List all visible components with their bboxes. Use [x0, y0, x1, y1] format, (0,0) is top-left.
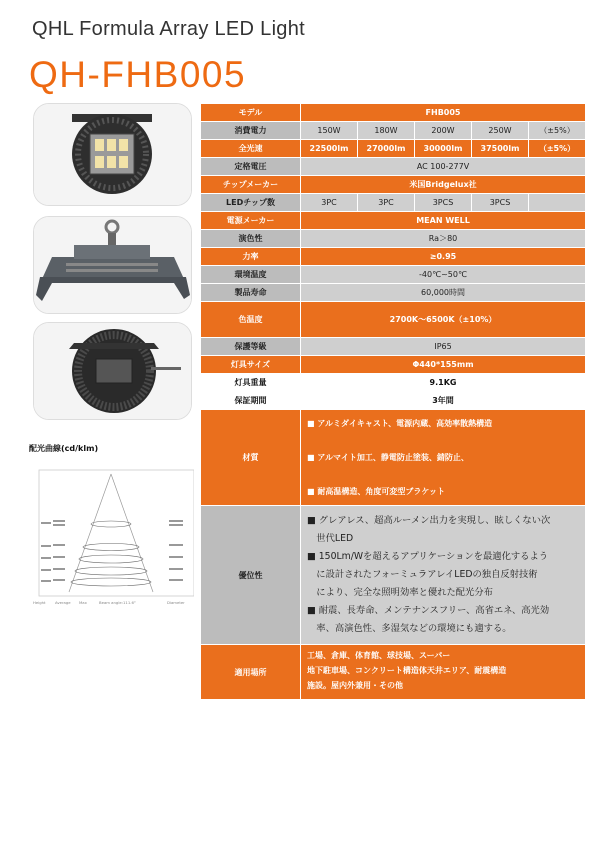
spec-value: 37500lm [472, 140, 529, 158]
advantage-line: により、完全な照明効率と優れた配光分布 [307, 587, 493, 598]
product-photo-side [33, 216, 192, 314]
application-line: 工場、倉庫、体育館、球技場、スーパー [307, 651, 451, 660]
spec-table [200, 103, 586, 700]
spec-label: 色温度 [201, 302, 301, 338]
spec-label: 電源メーカー [201, 212, 301, 230]
spec-value: 22500lm [301, 140, 358, 158]
spec-value: 180W [358, 122, 415, 140]
spec-value: 27000lm [358, 140, 415, 158]
series-title: QHL Formula Array LED Light [32, 18, 306, 40]
spec-value: 30000lm [415, 140, 472, 158]
curve-footer-height: Height [33, 600, 46, 605]
material-item: ■ アルミダイキャスト、電源内蔵、高効率散熱構造 [307, 419, 493, 428]
model-title: QH-FHB005 [29, 54, 247, 95]
spec-label: 環境温度 [201, 266, 301, 284]
spec-row-application [201, 645, 586, 700]
spec-value: ≥0.95 [301, 248, 586, 266]
spec-value: Φ440*155mm [301, 356, 586, 374]
curve-footer-beam-angle: Beam angle:111.6° [99, 600, 136, 605]
spec-label: 灯具サイズ [201, 356, 301, 374]
advantage-line: ■ グレアレス、超高ルーメン出力を実現し、眩しくない次 [307, 515, 551, 526]
spec-value: 250W [472, 122, 529, 140]
application-line: 施設。屋内外兼用・その他 [307, 681, 403, 690]
spec-value: 2700K～6500K（±10%） [301, 302, 586, 338]
spec-label: 材質 [201, 410, 301, 506]
product-photo-front [33, 103, 192, 206]
spec-row-ip-rating [201, 338, 586, 356]
light-distribution-label: 配光曲線(cd/klm) [29, 444, 99, 453]
spec-value: MEAN WELL [301, 212, 586, 230]
spec-value: AC 100-277V [301, 158, 586, 176]
spec-value: 9.1KG [301, 374, 586, 392]
spec-row-lifetime [201, 284, 586, 302]
spec-row-weight [201, 374, 586, 392]
material-item: ■ アルマイト加工、静電防止塗装、錆防止、 [307, 453, 469, 462]
curve-footer-diameter: Diameter [167, 600, 185, 605]
spec-row-power [201, 122, 586, 140]
spec-value: -40℃~50℃ [301, 266, 586, 284]
spec-value: FHB005 [301, 104, 586, 122]
spec-row-advantage [201, 506, 586, 645]
spec-row-voltage [201, 158, 586, 176]
spec-label: 全光速 [201, 140, 301, 158]
spec-value: 3PC [301, 194, 358, 212]
spec-label: モデル [201, 104, 301, 122]
spec-row-chip-maker [201, 176, 586, 194]
spec-value: 3PCS [472, 194, 529, 212]
spec-row-driver [201, 212, 586, 230]
material-list [301, 410, 586, 506]
spec-tolerance: （±5%） [529, 140, 586, 158]
spec-value: 米国Bridgelux社 [301, 176, 586, 194]
spec-label: 製品寿命 [201, 284, 301, 302]
spec-value: 150W [301, 122, 358, 140]
advantage-list [301, 506, 586, 645]
spec-label: 定格電圧 [201, 158, 301, 176]
spec-row-warranty [201, 392, 586, 410]
spec-row-chip-count [201, 194, 586, 212]
spec-value: 3年間 [301, 392, 586, 410]
spec-label: 優位性 [201, 506, 301, 645]
spec-row-size [201, 356, 586, 374]
light-distribution-diagram [29, 464, 194, 611]
spec-tolerance: （±5%） [529, 122, 586, 140]
spec-row-temperature [201, 266, 586, 284]
material-item: ■ 耐高温構造、角度可変型ブラケット [307, 487, 445, 496]
application-line: 地下駐車場、コンクリート構造体天井エリア、耐震構造 [307, 666, 507, 675]
curve-footer-max: Max [79, 600, 87, 605]
spec-label: LEDチップ数 [201, 194, 301, 212]
spec-value: Ra＞80 [301, 230, 586, 248]
spec-value: 3PC [358, 194, 415, 212]
spec-label: チップメーカー [201, 176, 301, 194]
spec-label: 適用場所 [201, 645, 301, 700]
spec-value: 3PCS [415, 194, 472, 212]
advantage-line: に設計されたフォーミュラアレイLEDの独自反射技術 [307, 569, 538, 580]
spec-value: IP65 [301, 338, 586, 356]
spec-label: 消費電力 [201, 122, 301, 140]
spec-value: 200W [415, 122, 472, 140]
advantage-line: 率、高演色性、多湿気などの環境にも適する。 [307, 623, 512, 634]
advantage-line: 世代LED [307, 533, 354, 544]
spec-row-flux [201, 140, 586, 158]
spec-row-model [201, 104, 586, 122]
spec-label: 灯具重量 [201, 374, 301, 392]
spec-row-material [201, 410, 586, 506]
advantage-line: ■ 150Lm/Wを超えるアプリケーションを最適化するよう [307, 551, 549, 562]
spec-label: 演色性 [201, 230, 301, 248]
spec-row-color-temperature [201, 302, 586, 338]
application-list [301, 645, 586, 700]
spec-row-cri [201, 230, 586, 248]
spec-row-power-factor [201, 248, 586, 266]
advantage-line: ■ 耐震、長寿命、メンテナンスフリー、高省エネ、高光効 [307, 605, 550, 616]
product-photo-back [33, 322, 192, 420]
spec-label: 保護等級 [201, 338, 301, 356]
spec-label: 保証期間 [201, 392, 301, 410]
spec-value: 60,000時間 [301, 284, 586, 302]
curve-footer-average: Average [55, 600, 71, 605]
spec-label: 力率 [201, 248, 301, 266]
spec-value-empty [529, 194, 586, 212]
